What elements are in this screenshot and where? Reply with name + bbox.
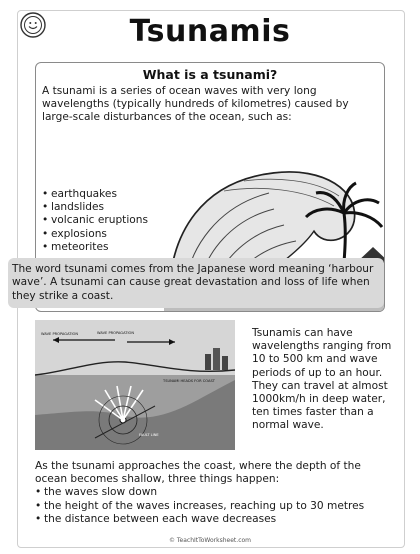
intro-text: A tsunami is a series of ocean waves with very long wavelengths (typically hundreds of kilometres) caused by large-scale disturbances of the ocean, such as:	[42, 85, 349, 124]
coast-effects-list	[35, 486, 395, 526]
diagram-label: WAVE PROPAGATION	[97, 331, 135, 335]
meaning-text: The word tsunami comes from the Japanese word meaning ‘harbour wave’. A tsunami can cause great devastation and loss of life when they strike a coast.	[12, 263, 374, 302]
diagram-label: TSUNAMI HEADS FOR COAST	[163, 379, 215, 383]
coast-section	[35, 460, 395, 526]
list-item: • volcanic eruptions	[42, 214, 148, 227]
footer-copyright: © TeachItToWorksheet.com	[168, 537, 252, 544]
causes-list	[42, 188, 148, 254]
diagram-label: FAULT LINE	[139, 433, 159, 437]
diagram-label: WAVE PROPAGATION	[41, 332, 79, 336]
page-title: Tsunamis	[129, 14, 291, 49]
box-heading: What is a tsunami?	[142, 67, 278, 82]
list-item: • the distance between each wave decreases	[35, 513, 395, 526]
list-item: • meteorites	[42, 241, 148, 254]
tsunami-formation-diagram	[35, 320, 235, 450]
coast-intro: As the tsunami approaches the coast, where the depth of the ocean becomes shallow, three things happen:	[35, 460, 361, 486]
list-item: • the waves slow down	[35, 486, 395, 499]
wavelength-info: Tsunamis can have wavelengths ranging from 10 to 500 km and wave periods of up to an hour. They can travel at almost 1000km/h in deep water, ten times faster than a normal wave.	[252, 327, 392, 432]
list-item: • explosions	[42, 228, 148, 241]
list-item: • landslides	[42, 201, 148, 214]
list-item: • earthquakes	[42, 188, 148, 201]
list-item: • the height of the waves increases, reaching up to 30 metres	[35, 500, 395, 513]
